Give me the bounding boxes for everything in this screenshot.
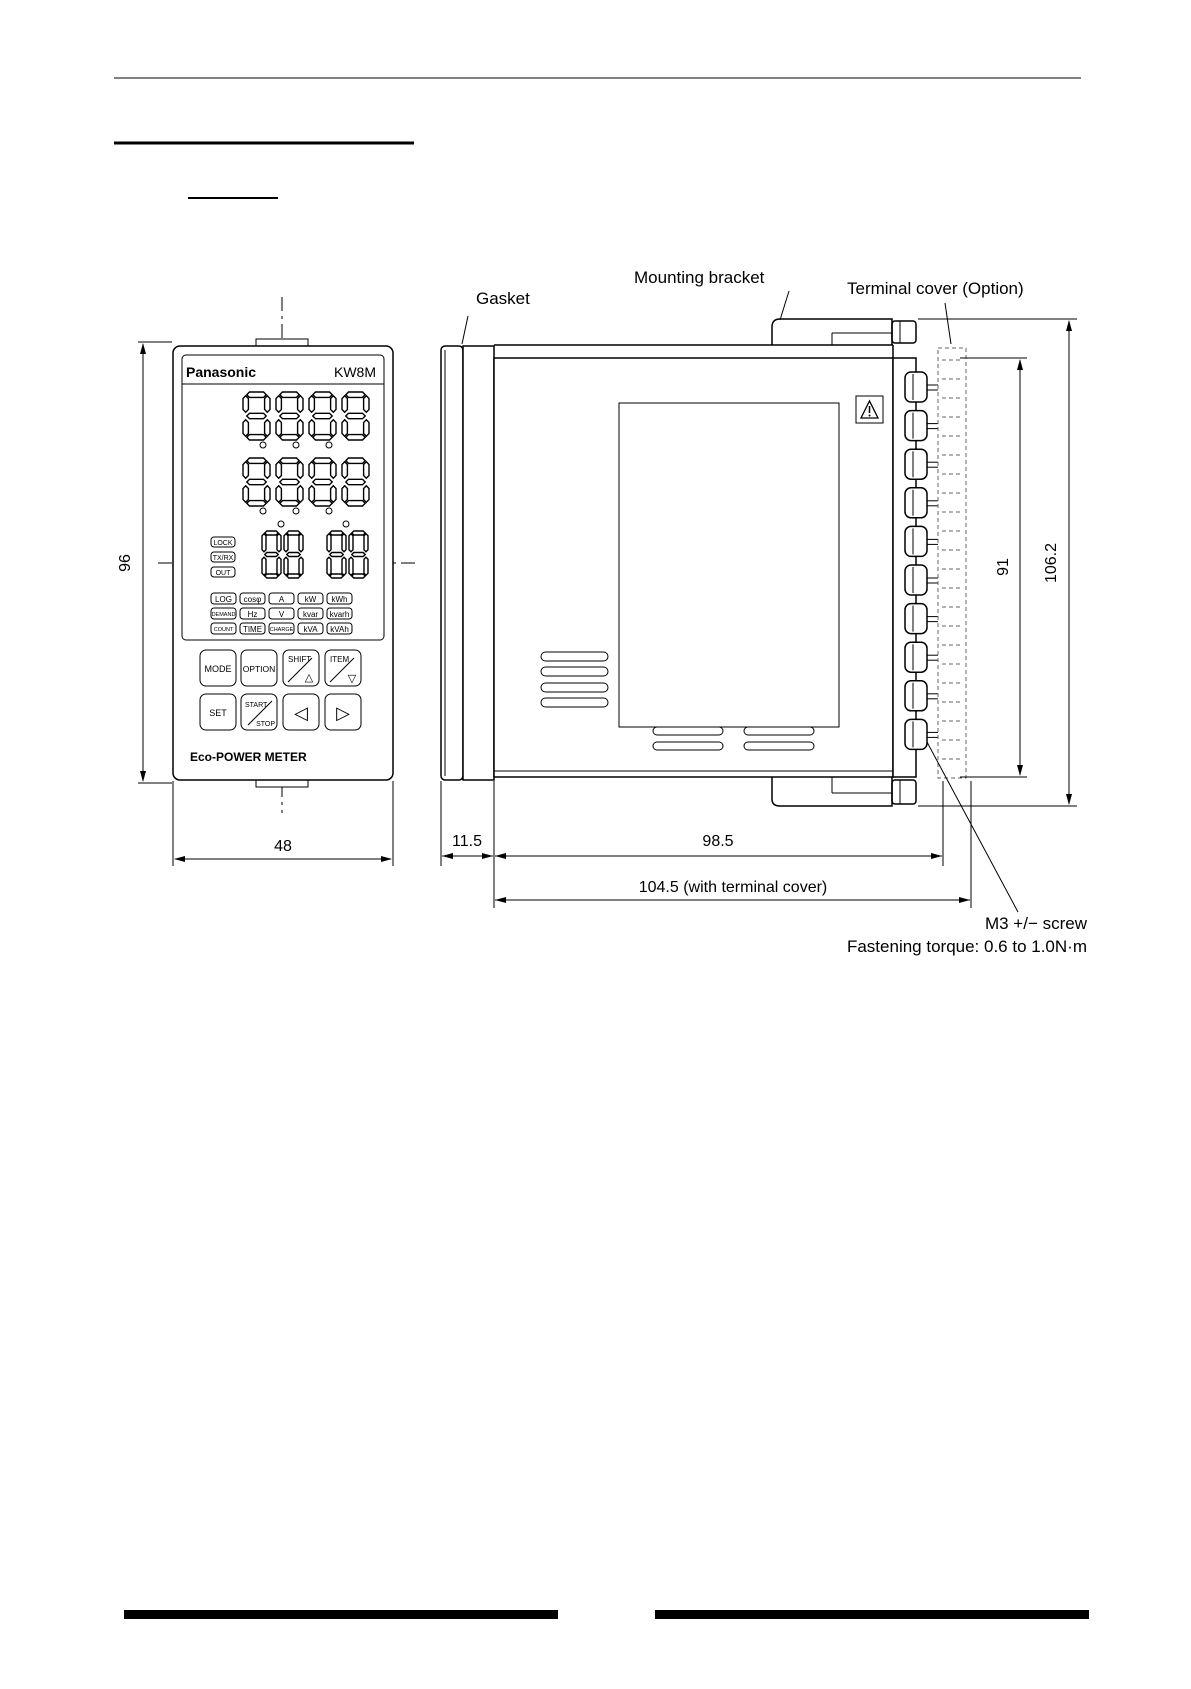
- unit-demand: DEMAND: [211, 612, 236, 618]
- unit-kvah: kVAh: [330, 625, 349, 634]
- terminal-cover-outline: [938, 348, 966, 778]
- footer-bar-right: [655, 1610, 1089, 1619]
- screw-leader: [927, 742, 1018, 912]
- unit-kva: kVA: [303, 625, 318, 634]
- body-depth-value: 98.5: [702, 833, 734, 850]
- terminal-screw-head: [905, 565, 927, 595]
- terminal-screw-head: [905, 604, 927, 634]
- body-depth-arrow-left: [495, 853, 506, 859]
- unit-time: TIME: [242, 625, 263, 634]
- gasket-body: [463, 346, 494, 780]
- front-view: [117, 297, 418, 866]
- unit-hz: Hz: [247, 610, 258, 619]
- cover-leader: [945, 303, 951, 344]
- gasket-leader: [462, 316, 468, 344]
- front-width-value: 48: [274, 838, 292, 855]
- gasket-front-plate: [441, 346, 463, 780]
- status-out: OUT: [215, 570, 231, 577]
- unit-log: LOG: [215, 595, 232, 604]
- terminal-height-arrow-bottom: [1017, 765, 1023, 776]
- front-height-value: 96: [117, 554, 134, 572]
- model-label: KW8M: [334, 364, 376, 380]
- unit-kw: kW: [304, 595, 317, 604]
- mode-key-label: MODE: [204, 664, 232, 674]
- product-name-label: Eco-POWER METER: [190, 750, 307, 764]
- terminal-screw-head: [905, 719, 927, 749]
- unit-kwh: kWh: [331, 595, 348, 604]
- unit-count: COUNT: [213, 627, 234, 633]
- up-triangle-icon: △: [304, 672, 314, 684]
- front-height-arrow-bottom: [140, 771, 146, 782]
- unit-charge: CHARGE: [269, 627, 294, 633]
- total-depth-arrow-left: [495, 897, 506, 903]
- terminal-screw-head: [905, 488, 927, 518]
- front-width-arrow-right: [381, 856, 392, 862]
- total-depth-value: 104.5 (with terminal cover): [638, 879, 828, 896]
- bracket-leader: [780, 291, 789, 320]
- unit-kvarh: kvarh: [329, 610, 350, 619]
- main-case: [494, 358, 893, 777]
- terminal-screw-head: [905, 642, 927, 672]
- status-lock: LOCK: [213, 540, 233, 547]
- warning-exclamation-dot: [869, 415, 871, 417]
- terminal-cover-label: Terminal cover (Option): [847, 279, 1024, 298]
- set-key-label: SET: [209, 708, 227, 718]
- body-depth-arrow-right: [931, 853, 942, 859]
- total-height-value: 106.2: [1043, 542, 1060, 584]
- terminal-screw-head: [905, 411, 927, 441]
- mounting-bracket-label: Mounting bracket: [634, 268, 765, 287]
- torque-label: Fastening torque: 0.6 to 1.0N·m: [846, 937, 1087, 956]
- terminal-height-value: 91: [995, 558, 1012, 576]
- terminal-cover-ticks: [942, 360, 962, 759]
- gasket-label: Gasket: [476, 289, 530, 308]
- front-height-arrow-top: [140, 343, 146, 354]
- item-key-label: ITEM: [330, 655, 350, 664]
- total-height-arrow-bottom: [1066, 794, 1072, 805]
- mounting-bracket-top-screw: [892, 321, 916, 343]
- terminal-screw-head: [905, 372, 927, 402]
- option-key-label: OPTION: [242, 664, 276, 674]
- mounting-bracket-bottom-screw: [892, 780, 916, 804]
- gasket-depth-value: 11.5: [452, 833, 482, 850]
- side-view: [441, 268, 1088, 956]
- total-height-arrow-top: [1066, 320, 1072, 331]
- gasket-depth-arrow-left: [442, 853, 453, 859]
- unit-a: A: [278, 595, 285, 604]
- gasket-depth-arrow-right: [482, 853, 493, 859]
- footer-bar-left: [124, 1610, 558, 1619]
- screw-label: M3 +/− screw: [984, 914, 1087, 933]
- terminal-screw-head: [905, 449, 927, 479]
- right-triangle-icon: ▷: [336, 703, 350, 723]
- total-depth-arrow-right: [959, 897, 970, 903]
- terminal-screw-head: [905, 681, 927, 711]
- start-key-label: START: [245, 702, 268, 709]
- unit-v: V: [278, 610, 285, 619]
- terminal-height-arrow-top: [1017, 359, 1023, 370]
- unit-kvar: kvar: [302, 610, 319, 619]
- brand-logo: Panasonic: [186, 364, 257, 380]
- stop-key-label: STOP: [256, 721, 275, 728]
- status-txrx: TX/RX: [212, 555, 234, 562]
- unit-cosphi: cosφ: [243, 595, 262, 604]
- shift-key-label: SHIFT: [288, 655, 312, 664]
- terminal-screw-head: [905, 526, 927, 556]
- front-width-arrow-left: [174, 856, 185, 862]
- left-triangle-icon: ◁: [294, 703, 308, 723]
- down-triangle-icon: ▽: [347, 673, 357, 685]
